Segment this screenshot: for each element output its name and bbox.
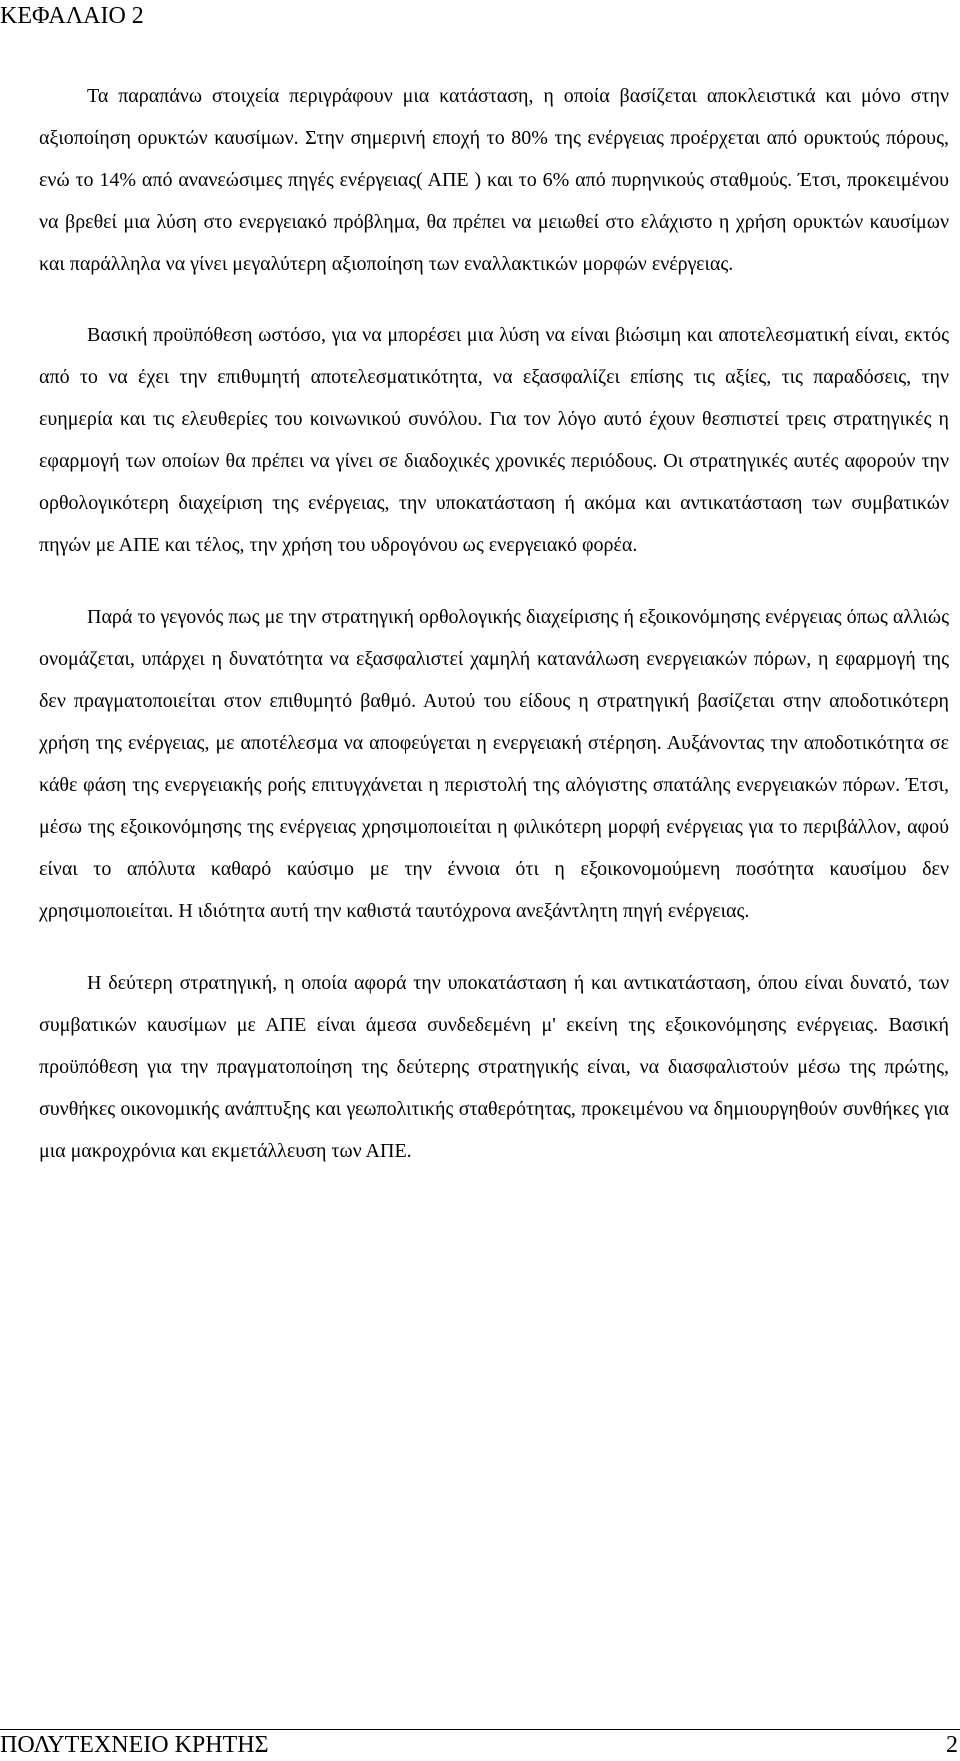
- paragraph-renewables: Η δεύτερη στρατηγική, η οποία αφορά την υποκατάσταση ή και αντικατάσταση, όπου είναι δυνατό, των συμβατικών καυσίμων με ΑΠΕ είναι άμεσα συνδεδεμένη μ' εκείνη της εξοικονόμησης ενέργειας. Βασική προϋπόθεση για την πραγματοποίηση της δεύτερης στρατηγικής είναι, να διασφαλιστούν μέσω της πρώτης, συνθήκες οικονομικής ανάπτυξης και γεωπολιτικής σταθερότητας, προκειμένου να δημιουργηθούν συνθήκες για μια μακροχρόνια και εκμετάλλευση των ΑΠΕ.: [39, 972, 949, 1162]
- paragraph-fossil-fuels: Τα παραπάνω στοιχεία περιγράφουν μια κατάσταση, η οποία βασίζεται αποκλειστικά και μόνο στην αξιοποίηση ορυκτών καυσίμων. Στην σημερινή εποχή το 80% της ενέργειας προέρχεται από ορυκτούς πόρους, ενώ το 14% από ανανεώσιμες πηγές ενέργειας( ΑΠΕ ) και το 6% από πυρηνικούς σταθμούς. Έτσι, προκειμένου να βρεθεί μια λύση στο ενεργειακό πρόβλημα, θα πρέπει να μειωθεί στο ελάχιστο η χρήση ορυκτών καυσίμων και παράλληλα να γίνει μεγαλύτερη αξιοποίηση των εναλλακτικών μορφών ενέργειας.: [39, 85, 949, 275]
- page-number: 2: [946, 1732, 958, 1758]
- footer-institution: ΠΟΛΥΤΕΧΝΕΙΟ ΚΡΗΤΗΣ: [0, 1732, 269, 1758]
- chapter-header: ΚΕΦΑΛΑΙΟ 2: [0, 3, 144, 29]
- paragraph-energy-saving: Παρά το γεγονός πως με την στρατηγική ορθολογικής διαχείρισης ή εξοικονόμησης ενέργειας όπως αλλιώς ονομάζεται, υπάρχει η δυνατότητα να εξασφαλιστεί χαμηλή κατανάλωση ενεργειακών πόρων, η εφαρμογή της δεν πραγματοποιείται στον επιθυμητό βαθμό. Αυτού του είδους η στρατηγική βασίζεται στην αποδοτικότερη χρήση της ενέργειας, με αποτέλεσμα να αποφεύγεται η ενεργειακή στέρηση. Αυξάνοντας την αποδοτικότητα σε κάθε φάση της ενεργειακής ροής επιτυγχάνεται η περιστολή της αλόγιστης σπατάλης ενεργειακών πόρων. Έτσι, μέσω της εξοικονόμησης της ενέργειας χρησιμοποιείται η φιλικότερη μορφή ενέργειας για το περιβάλλον, αφού είναι το απόλυτα καθαρό καύσιμο με την έννοια ότι η εξοικονομούμενη ποσότητα καυσίμου δεν χρησιμοποιείται. Η ιδιότητα αυτή την καθιστά ταυτόχρονα ανεξάντλητη πηγή ενέργειας.: [39, 606, 949, 922]
- page-body: [39, 75, 949, 1172]
- page-footer: [0, 1730, 960, 1761]
- paragraph-strategies: Βασική προϋπόθεση ωστόσο, για να μπορέσει μια λύση να είναι βιώσιμη και αποτελεσματική είναι, εκτός από το να έχει την επιθυμητή αποτελεσματικότητα, να εξασφαλίζει επίσης τις αξίες, τις παραδόσεις, την ευημερία και τις ελευθερίες του κοινωνικού συνόλου. Για τον λόγο αυτό έχουν θεσπιστεί τρεις στρατηγικές η εφαρμογή των οποίων θα πρέπει να γίνει σε διαδοχικές χρονικές περιόδους. Οι στρατηγικές αυτές αφορούν την ορθολογικότερη διαχείριση της ενέργειας, την υποκατάσταση ή ακόμα και αντικατάσταση των συμβατικών πηγών με ΑΠΕ και τέλος, την χρήση του υδρογόνου ως ενεργειακό φορέα.: [39, 324, 949, 556]
